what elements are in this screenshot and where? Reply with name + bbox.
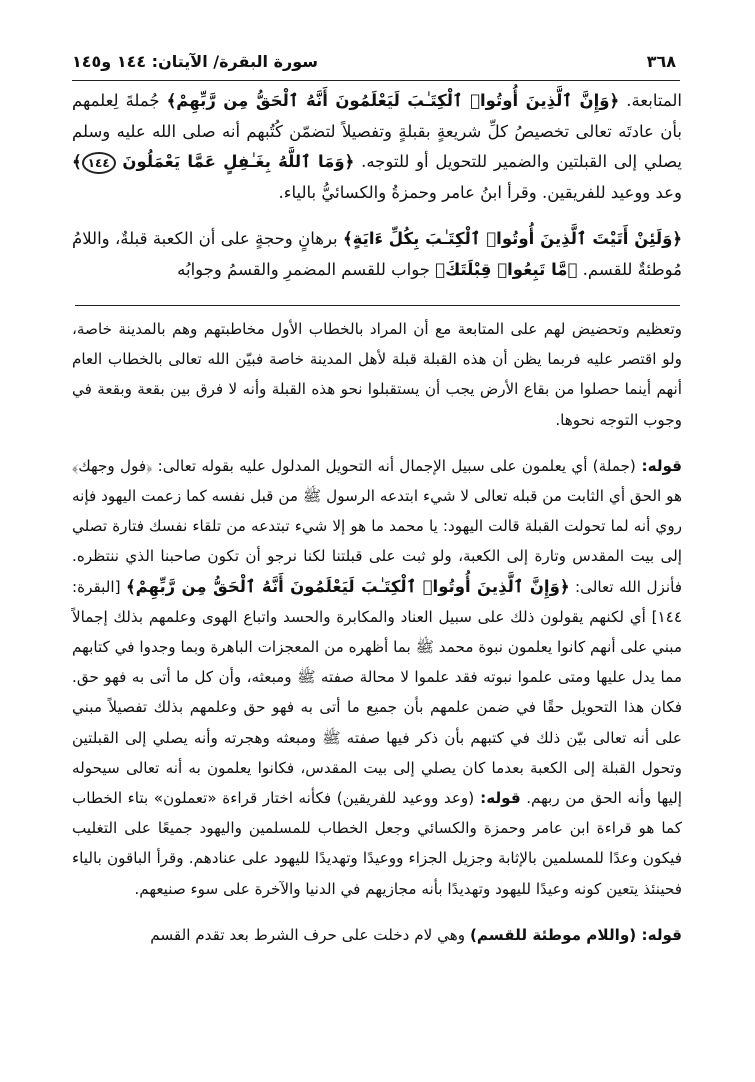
commentary-paragraph-3 <box>72 920 682 950</box>
commentary-text <box>72 314 682 950</box>
main-tafsir-text <box>72 86 682 285</box>
page-header <box>72 52 680 78</box>
text-segment: المتابعة. <box>619 91 682 110</box>
lemma-label: (واللام موطئة للقسم) <box>469 925 637 944</box>
text-segment: [البقرة: ١٤٤] أي لكنهم يقولون ذلك على سبيل العناد والمكابرة والحسد واتباع الهوى وعلمهم بذلك إجمالاً مبني على أنهم كانوا يعلمون نبوة محمد ﷺ بما أظهره من المعجزات الباهرة وبما وجدوا في كتابهم مما يدل عليها ومتى علموا نبوته فقد علموا لا محالة صفته ﷺ ومبعثه، وأن كل ما أتى به فهو حق. فكان هذا التحويل حقًا في ضمن علمهم بأن جميع ما أتى به فهو حق وعلمهم بذلك تفصيلاً مبني على أنه تعالى بيّن ذلك في كتبهم بأن ذكر فيها صفته ﷺ ومبعثه وهجرته وأنه يصلي إلى القبلتين وتحول القبلة إلى الكعبة بعدما كان يصلي إلى بيت المقدس، فكانوا يعلمون به أنه تعالى سيحوله إليها وأنه الحق من ربهم. <box>72 577 682 808</box>
text-segment: وعد ووعيد للفريقين. وقرأ ابنُ عامر وحمزةُ والكسائيُّ بالياء. <box>278 182 682 202</box>
qawluh-label: قوله: <box>474 789 521 808</box>
main-paragraph-1 <box>72 86 682 208</box>
text-segment: وتعظيم وتحضيض لهم على المتابعة مع أن المراد بالخطاب الأول مخاطبتهم وهم بالمدينة خاصة، ولو اقتصر عليه فربما يظن أن هذه القبلة قبلة لأهل المدينة خاصة فبيّن الله تعالى بالخطاب العام أنهم أينما حصلوا من بقاع الأرض يجب أن يستقبلوا نحو هذه القبلة وأنه لا فرق بين بقعة وبقعة في وجوب التوجه نحوها. <box>72 320 682 429</box>
footnote-divider <box>75 305 680 306</box>
quran-verse: ﴿وَلَئِنْ أَتَيْتَ ٱلَّذِينَ أُوتُوا۟ ٱلْكِتَـٰبَ بِكُلِّ ءَايَةٍ﴾ <box>342 229 682 248</box>
quran-verse: ﴿وَإِنَّ ٱلَّذِينَ أُوتُوا۟ ٱلْكِتَـٰبَ لَيَعْلَمُونَ أَنَّهُ ٱلْحَقُّ مِن رَّبِّهِمْ﴾ <box>125 576 570 596</box>
quran-bracket: ﴾ <box>72 152 82 171</box>
quran-verse: ﴿وَإِنَّ ٱلَّذِينَ أُوتُوا۟ ٱلْكِتَـٰبَ لَيَعْلَمُونَ أَنَّهُ ٱلْحَقُّ مِن رَّبِّهِمْ﴾ <box>166 91 620 110</box>
page-number: ٣٦٨ <box>646 52 676 71</box>
text-segment: جُملةَ لِعلمهم بأن عادتَه تعالى تخصيصُ كلِّ شريعةٍ بقبلةٍ وتفصيلاً لتضمّن كُتُبهم أنه صلى الله عليه وسلم يصلي إلى القبلتين والضمير للتحويل أو للتوجه. <box>72 91 682 171</box>
quran-verse: ﴿مَّا تَبِعُوا۟ قِبْلَتَكَ﴾ <box>435 259 578 279</box>
text-segment: جواب للقسم المضمرِ والقسمُ وجوابُه <box>177 259 436 279</box>
text-segment: (جملة) أي يعلمون على سبيل الإجمال أنه التحويل المدلول عليه بقوله تعالى: ﴿فول وجهك﴾ هو الحق أي الثابت من قبله تعالى لا شيء ابتدعه الرسول ﷺ من قبل نفسه كما زعمت اليهود فإنه روي أنه لما تحولت القبلة قالت اليهود: يا محمد ما هو إلا شيء تبتدعه من تلقاء نفسك فتارة تصلي إلى بيت المقدس وتارة إلى الكعبة، ولو ثبت على قبلتنا لكنا نرجو أن تكون صاحبنا الذي ننتظره. فأنزل الله تعالى: <box>72 456 682 596</box>
qawluh-label: قوله: <box>636 925 682 944</box>
commentary-paragraph-2 <box>72 451 682 904</box>
text-segment: برهانٍ وحجةٍ على أن الكعبة قبلةٌ، واللامُ مُوطئةٌ للقسم. <box>72 229 682 279</box>
ayah-number-marker-icon: ١٤٤ <box>82 152 116 174</box>
qawluh-label: قوله: <box>635 456 682 475</box>
sura-reference: سورة البقرة/ الآيتان: ١٤٤ و١٤٥ <box>72 52 319 71</box>
quran-verse: ﴿وَمَا ٱللَّهُ بِغَـٰفِلٍ عَمَّا يَعْمَلُونَ <box>122 152 355 171</box>
text-segment: وهي لام دخلت على حرف الشرط بعد تقدم القسم <box>150 925 470 944</box>
header-rule <box>72 80 680 81</box>
main-paragraph-2 <box>72 224 682 285</box>
text-segment: (وعد ووعيد للفريقين) فكأنه اختار قراءة «تعملون» بتاء الخطاب كما هو قراءة ابن عامر وحمزة والكسائي وجعل الخطاب للمسلمين واليهود جميعًا على التغليب فيكون وعدًا للمسلمين بالإثابة وجزيل الجزاء ووعيدًا وتهديدًا لليهود على عنادهم. وقرأ الباقون بالياء فحينئذ يتعين كونه وعيدًا لليهود وتهديدًا بأنه مجازيهم في الدنيا والآخرة على سوء صنيعهم. <box>72 789 682 898</box>
commentary-paragraph-1 <box>72 314 682 435</box>
